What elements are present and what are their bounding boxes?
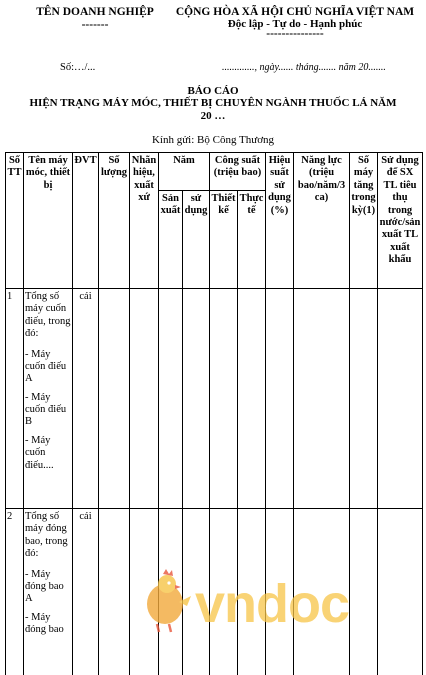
row-cell-empty[interactable] [210,289,238,509]
company-name: TÊN DOANH NGHIỆP [36,6,154,18]
row-cell-empty[interactable] [378,289,423,509]
national-header [165,6,425,40]
row-cell-empty[interactable] [183,289,210,509]
header-increase: Số máy tăng trong kỳ(1) [350,153,378,289]
motto-separator: --------------- [266,28,324,40]
row-cell-empty[interactable] [238,289,266,509]
row-name-line: Tổng số máy đóng bao, trong đó: [25,511,68,560]
row-name-line: Tổng số máy cuốn điếu, trong đó: [25,291,71,340]
report-title: BÁO CÁO [187,85,239,97]
row-cell-empty[interactable] [294,289,350,509]
header-year: Năm [159,153,210,191]
row-cell-empty[interactable] [159,289,183,509]
header-capacity: Công suất (triệu bao) [210,153,266,191]
row-unit: cái [73,509,99,675]
company-separator: ------- [81,19,109,31]
row-name-line: - Máy đóng bao [25,611,64,635]
row-name [24,289,73,509]
report-subtitle: HIỆN TRẠNG MÁY MÓC, THIẾT BỊ CHUYÊN NGÀNH THUỐC LÁ NĂM [29,97,397,109]
watermark-brand-text: vndoc [195,574,350,634]
vndoc-watermark-logo [135,566,355,636]
nation-name: CỘNG HÒA XÃ HỘI CHỦ NGHĨA VIỆT NAM [175,6,415,18]
row-name-line: - Máy cuốn điếu A [25,348,67,385]
row-cell-empty[interactable] [350,289,378,509]
header-efficiency: Hiệu suất sử dụng (%) [266,153,294,289]
row-cell-empty[interactable] [99,289,130,509]
row-name-line: - Máy đóng bao A [25,568,64,605]
row-stt: 1 [6,289,24,509]
header-year-made: Sản xuất [159,191,183,289]
row-cell-empty[interactable] [378,509,423,675]
header-unit: ĐVT [73,153,99,289]
header-ability: Năng lực (triệu bao/năm/3 ca) [294,153,350,289]
table-row [6,289,423,509]
header-stt: Số TT [6,153,24,289]
addressee: Kính gửi: Bộ Công Thương [151,134,275,146]
national-motto: Độc lập - Tự do - Hạnh phúc [227,18,363,30]
header-year-used: sử dụng [183,191,210,289]
header-cap-design: Thiết kế [210,191,238,289]
row-cell-empty[interactable] [130,289,159,509]
row-name-line: - Máy cuốn điếu.... [25,434,54,471]
row-cell-empty[interactable] [266,289,294,509]
rooster-mascot-icon [147,569,191,632]
document-number: Số:…/... [60,62,96,73]
header-name: Tên máy móc, thiết bị [24,153,73,289]
header-usage: Sử dụng để SX TL tiêu thụ trong nước/sản xuất TL xuất khẩu [378,153,423,289]
document-date: ............., ngày...... tháng....... năm 20....... [222,62,386,73]
header-qty: Số lượng [99,153,130,289]
header-cap-actual: Thực tế [238,191,266,289]
row-name [24,509,73,675]
row-cell-empty[interactable] [99,509,130,675]
row-stt: 2 [6,509,24,675]
company-header [20,6,170,31]
row-unit: cái [73,289,99,509]
row-name-line: - Máy cuốn điếu B [25,391,67,428]
header-brand: Nhãn hiệu, xuất xứ [130,153,159,289]
report-year: 20 … [200,110,226,122]
